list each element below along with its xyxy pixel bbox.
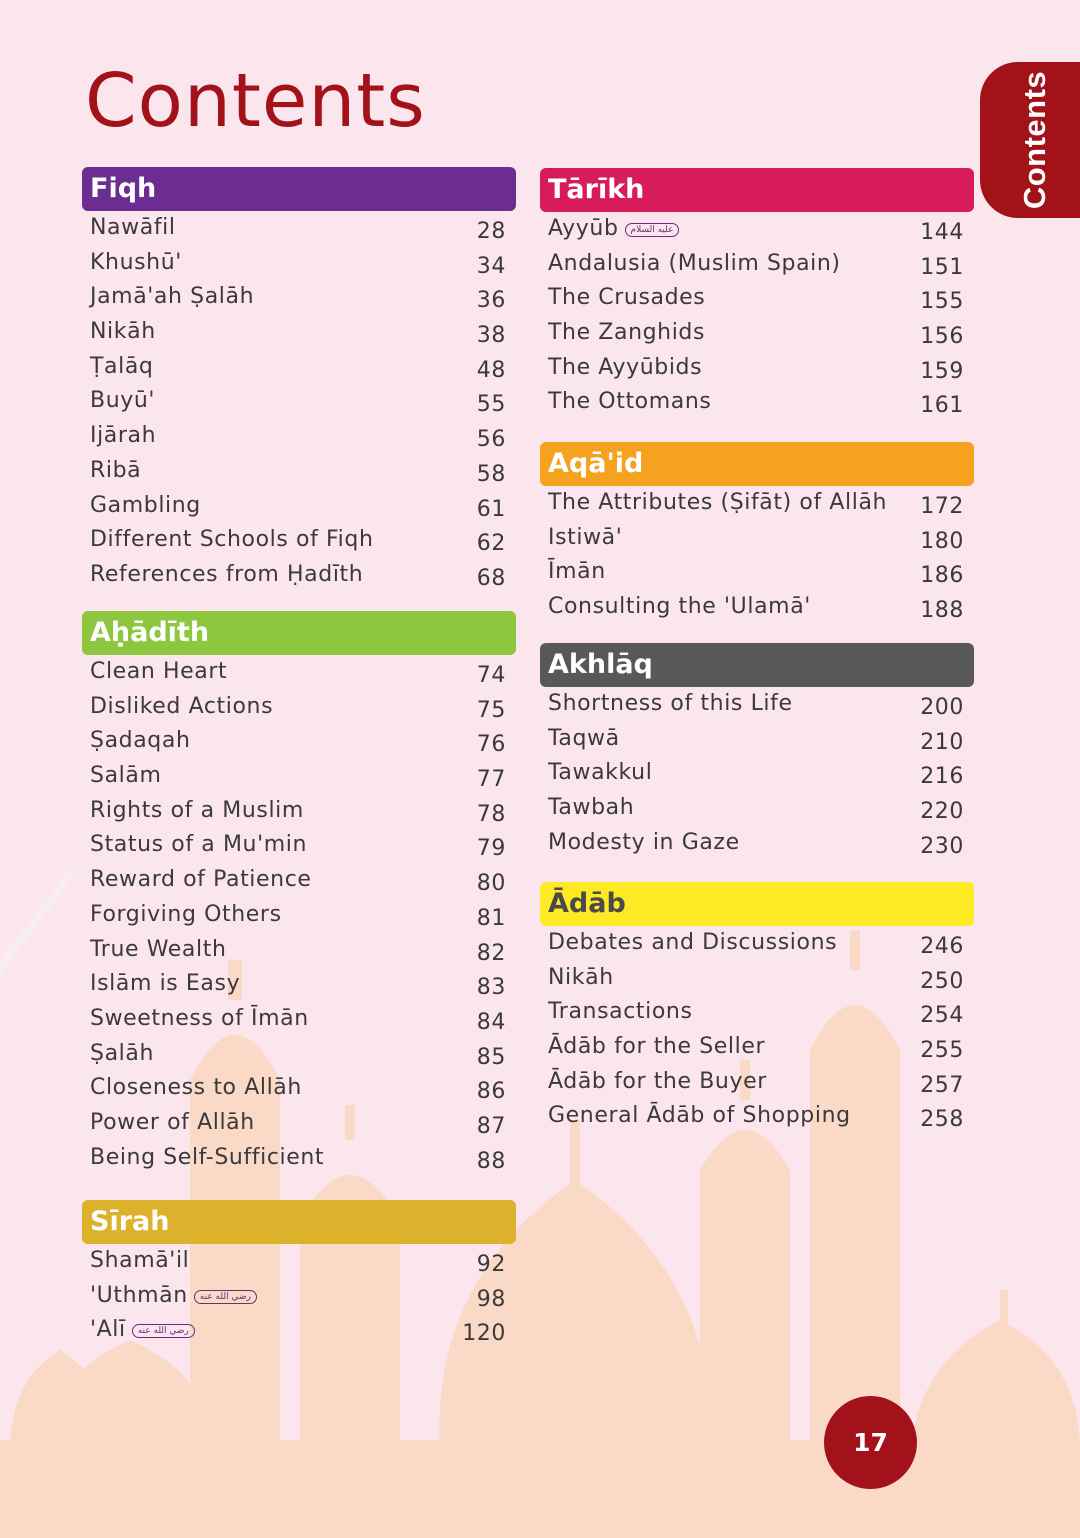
toc-entry[interactable] — [82, 1002, 516, 1037]
entry-page: 159 — [920, 358, 964, 384]
entry-page: 28 — [476, 219, 506, 244]
toc-entry[interactable] — [82, 759, 516, 794]
entry-title: Nikāh — [548, 964, 614, 990]
entry-page: 210 — [920, 729, 964, 755]
toc-entry[interactable] — [540, 995, 974, 1030]
entry-page: 188 — [920, 598, 964, 624]
toc-entry[interactable] — [82, 655, 516, 690]
entry-title: Nawāfil — [90, 215, 176, 240]
entry-title: The Zanghids — [548, 320, 706, 346]
entry-page: 257 — [920, 1072, 964, 1098]
honorific-badge: رضي الله عنه — [132, 1324, 195, 1338]
entry-page: 76 — [476, 732, 506, 758]
entry-title: Closeness to Allāh — [90, 1075, 302, 1101]
entry-page: 77 — [476, 767, 506, 793]
entry-title: Khushū' — [90, 249, 182, 275]
page-number-badge: 17 — [824, 1396, 917, 1489]
entry-title: Sweetness of Īmān — [90, 1005, 309, 1031]
entry-page: 230 — [920, 833, 964, 859]
entry-title: Ijārah — [90, 423, 157, 449]
section-aqaid — [540, 442, 974, 625]
entry-page: 144 — [920, 220, 964, 245]
entry-title: Taqwā — [548, 725, 620, 751]
toc-entry[interactable] — [82, 967, 516, 1002]
toc-entry[interactable] — [82, 211, 516, 246]
toc-entry[interactable] — [82, 489, 516, 524]
entry-page: 78 — [476, 801, 506, 827]
entry-page: 246 — [920, 934, 964, 959]
toc-entry[interactable] — [540, 1065, 974, 1100]
entry-title: The Ayyūbids — [548, 354, 703, 380]
toc-entry[interactable] — [82, 1141, 516, 1176]
entry-page: 216 — [920, 764, 964, 790]
entry-title: Īmān — [548, 559, 606, 585]
entry-title: Debates and Discussions — [548, 930, 838, 955]
entry-page: 220 — [920, 799, 964, 825]
section-header-fiqh: Fiqh — [82, 167, 516, 211]
entry-title: Being Self-Sufficient — [90, 1144, 325, 1170]
entry-page: 81 — [476, 905, 506, 931]
section-header-sirah: Sīrah — [82, 1200, 516, 1244]
entry-page: 151 — [920, 254, 964, 280]
toc-entry[interactable] — [82, 1106, 516, 1141]
entry-title: Ādāb for the Buyer — [548, 1068, 767, 1094]
toc-entry[interactable] — [82, 724, 516, 759]
entry-title: Islām is Easy — [90, 971, 241, 997]
section-ahadith — [82, 611, 516, 1175]
honorific-badge: عليه السلام — [625, 223, 680, 237]
entry-page: 38 — [476, 323, 506, 349]
entry-title: Ayyūb — [548, 216, 619, 241]
entry-title: Ādāb for the Seller — [548, 1034, 766, 1060]
entry-page: 79 — [476, 836, 506, 862]
toc-entry[interactable] — [540, 1030, 974, 1065]
toc-entry[interactable] — [82, 1071, 516, 1106]
toc-entry[interactable] — [540, 791, 974, 826]
entry-title: Rights of a Muslim — [90, 797, 304, 823]
entry-page: 85 — [476, 1044, 506, 1070]
entry-page: 55 — [476, 392, 506, 418]
toc-entry[interactable] — [82, 690, 516, 725]
toc-entry[interactable] — [82, 246, 516, 281]
toc-entry[interactable] — [540, 722, 974, 757]
entry-title: Ṣadaqah — [90, 728, 191, 754]
toc-entry[interactable] — [82, 1313, 516, 1348]
entry-page: 84 — [476, 1009, 506, 1035]
entry-page: 258 — [920, 1107, 964, 1133]
entry-title: Ṭalāq — [90, 353, 154, 379]
entry-page: 56 — [476, 427, 506, 453]
entry-title: Istiwā' — [548, 524, 623, 550]
entry-page: 156 — [920, 324, 964, 350]
toc-entry[interactable] — [540, 486, 974, 521]
toc-entry[interactable] — [82, 523, 516, 558]
toc-entry[interactable] — [82, 558, 516, 593]
entry-page: 180 — [920, 528, 964, 554]
section-header-tarikh: Tārīkh — [540, 168, 974, 212]
entry-title: References from Ḥadīth — [90, 561, 364, 587]
section-sirah — [82, 1200, 516, 1348]
toc-entry[interactable] — [540, 826, 974, 861]
entry-title: True Wealth — [90, 936, 227, 962]
toc-entry[interactable] — [540, 756, 974, 791]
entry-title: Status of a Mu'min — [90, 832, 308, 858]
entry-title: The Attributes (Ṣifāt) of Allāh — [548, 490, 888, 515]
entry-page: 74 — [476, 663, 506, 688]
entry-page: 75 — [476, 697, 506, 723]
entry-title: The Ottomans — [548, 389, 712, 415]
entry-title: Reward of Patience — [90, 867, 312, 893]
toc-entry[interactable] — [82, 454, 516, 489]
toc-entry[interactable] — [540, 212, 974, 247]
section-akhlaq — [540, 643, 974, 860]
toc-entry[interactable] — [540, 281, 974, 316]
toc-entry[interactable] — [82, 1037, 516, 1072]
entry-page: 98 — [476, 1286, 506, 1312]
entry-page: 58 — [476, 461, 506, 487]
entry-title: Ribā — [90, 457, 142, 483]
toc-entry[interactable] — [540, 247, 974, 282]
toc-entry[interactable] — [82, 933, 516, 968]
page-title: Contents — [85, 58, 426, 144]
toc-entry[interactable] — [540, 926, 974, 961]
entry-page: 36 — [476, 288, 506, 314]
toc-entry[interactable] — [82, 315, 516, 350]
section-header-akhlaq: Akhlāq — [540, 643, 974, 687]
section-header-aqaid: Aqā'id — [540, 442, 974, 486]
entry-title: Nikāh — [90, 319, 156, 345]
entry-title: Forgiving Others — [90, 901, 282, 927]
section-fiqh — [82, 167, 516, 593]
entry-title: Salām — [90, 763, 162, 789]
entry-page: 120 — [462, 1321, 506, 1347]
toc-entry[interactable] — [540, 590, 974, 625]
entry-page: 88 — [476, 1148, 506, 1174]
entry-page: 186 — [920, 563, 964, 589]
entry-title: Tawbah — [548, 795, 635, 821]
entry-page: 80 — [476, 871, 506, 897]
entry-page: 87 — [476, 1113, 506, 1139]
entry-title: Different Schools of Fiqh — [90, 527, 374, 553]
entry-title: Jamā'ah Ṣalāh — [90, 284, 255, 310]
toc-entry[interactable] — [82, 794, 516, 829]
entry-page: 254 — [920, 1003, 964, 1029]
entry-title: 'Uthmān — [90, 1282, 188, 1308]
toc-entry[interactable] — [82, 898, 516, 933]
entry-page: 68 — [476, 565, 506, 591]
entry-page: 155 — [920, 289, 964, 315]
side-tab-contents — [980, 62, 1080, 218]
section-header-adab: Ādāb — [540, 882, 974, 926]
section-tarikh — [540, 168, 974, 420]
entry-page: 200 — [920, 695, 964, 720]
entry-title: Andalusia (Muslim Spain) — [548, 250, 841, 276]
entry-page: 82 — [476, 940, 506, 966]
toc-entry[interactable] — [82, 350, 516, 385]
section-header-ahadith: Aḥādīth — [82, 611, 516, 655]
toc-entry[interactable] — [540, 555, 974, 590]
entry-title: Tawakkul — [548, 760, 653, 786]
entry-title: Shortness of this Life — [548, 691, 793, 716]
entry-title: General Ādāb of Shopping — [548, 1103, 851, 1129]
toc-entry[interactable] — [82, 280, 516, 315]
entry-page: 62 — [476, 531, 506, 557]
entry-page: 255 — [920, 1038, 964, 1064]
entry-title: Clean Heart — [90, 659, 228, 684]
entry-title: Buyū' — [90, 388, 156, 414]
entry-page: 172 — [920, 494, 964, 519]
entry-page: 92 — [476, 1252, 506, 1277]
toc-entry[interactable] — [82, 828, 516, 863]
entry-title: Shamā'il — [90, 1248, 190, 1273]
entry-page: 161 — [920, 393, 964, 419]
entry-title: Ṣalāh — [90, 1040, 154, 1066]
side-tab-label: Contents — [1017, 70, 1052, 210]
entry-title: Consulting the 'Ulamā' — [548, 594, 811, 620]
entry-page: 48 — [476, 357, 506, 383]
entry-title: 'Alī — [90, 1317, 126, 1343]
entry-title: Modesty in Gaze — [548, 829, 740, 855]
toc-entry[interactable] — [82, 419, 516, 454]
honorific-badge: رضي الله عنه — [194, 1290, 257, 1304]
toc-entry[interactable] — [540, 521, 974, 556]
entry-title: Disliked Actions — [90, 693, 274, 719]
toc-entry[interactable] — [540, 351, 974, 386]
toc-entry[interactable] — [540, 961, 974, 996]
toc-entry[interactable] — [540, 687, 974, 722]
entry-title: Gambling — [90, 492, 201, 518]
toc-entry[interactable] — [540, 1099, 974, 1134]
toc-entry[interactable] — [82, 1244, 516, 1279]
toc-entry[interactable] — [82, 384, 516, 419]
toc-entry[interactable] — [540, 385, 974, 420]
entry-page: 61 — [476, 496, 506, 522]
toc-entry[interactable] — [82, 1279, 516, 1314]
entry-title: Transactions — [548, 999, 693, 1025]
entry-page: 34 — [476, 253, 506, 279]
entry-page: 250 — [920, 968, 964, 994]
toc-entry[interactable] — [540, 316, 974, 351]
entry-page: 83 — [476, 975, 506, 1001]
entry-page: 86 — [476, 1079, 506, 1105]
toc-entry[interactable] — [82, 863, 516, 898]
entry-title: Power of Allāh — [90, 1109, 255, 1135]
section-adab — [540, 882, 974, 1134]
entry-title: The Crusades — [548, 285, 706, 311]
